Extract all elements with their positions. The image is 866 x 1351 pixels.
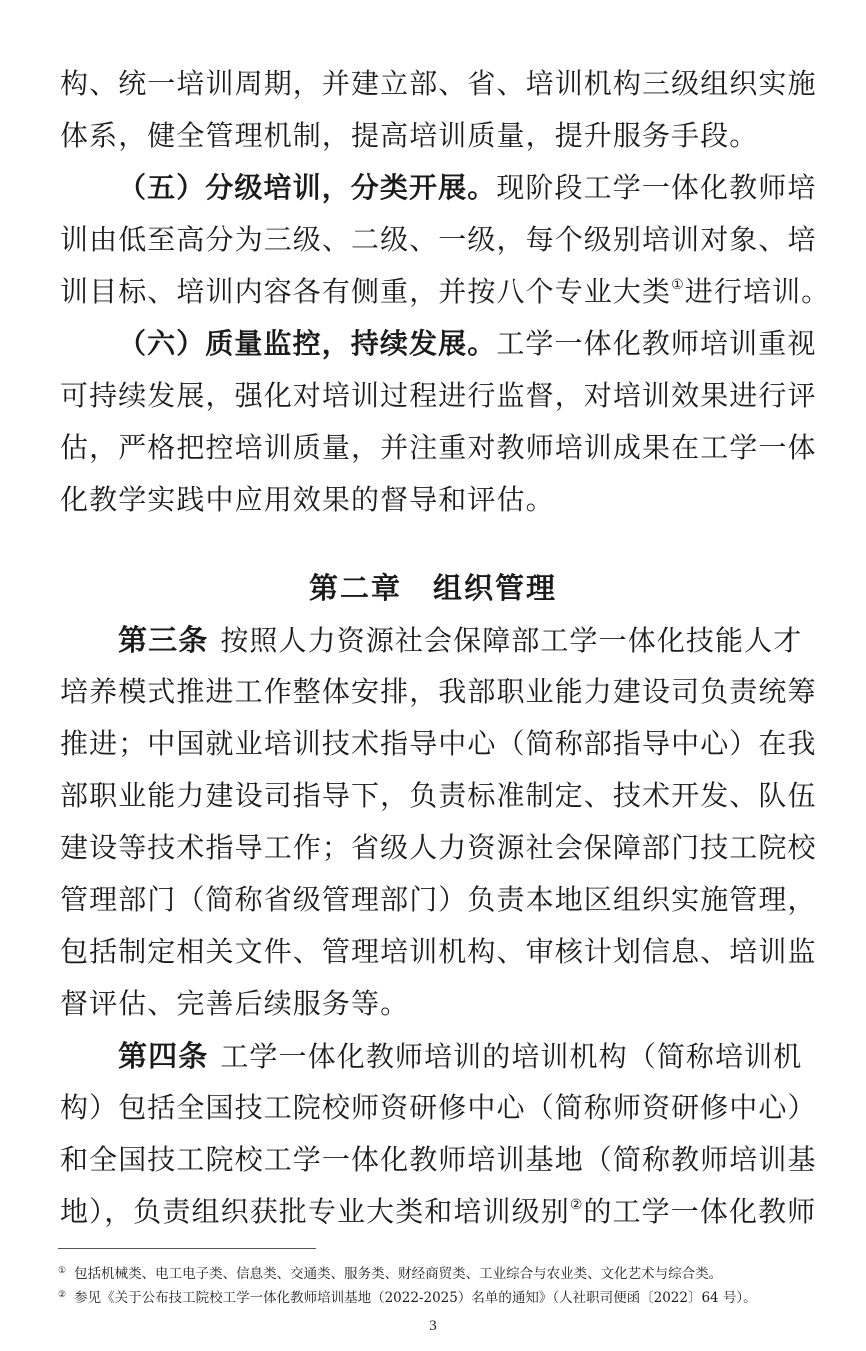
item-5-text: 现阶段工学一体化教师培 (496, 171, 817, 204)
article-4-line-4 (60, 1184, 817, 1240)
item-6-heading: （六）质量监控，持续发展。 (118, 327, 497, 360)
chapter-heading: 第二章 组织管理 (308, 571, 557, 605)
footnote-ref-1: ① (671, 277, 685, 293)
footnote-mark: ② (58, 1290, 67, 1300)
body-line: 体系，健全管理机制，提高培训质量，提升服务手段。 (60, 119, 759, 152)
article-4-text: 的工学一体化教师 (583, 1195, 817, 1228)
article-3-line: 管理部门（简称省级管理部门）负责本地区组织实施管理， (60, 883, 817, 916)
item-5-line-2: 训由低至高分为三级、二级、一级，每个级别培训对象、培 (60, 223, 817, 256)
item-6-line-4: 化教学实践中应用效果的督导和评估。 (60, 483, 555, 516)
article-4-text: 工学一体化教师培训的培训机构（简称培训机 (220, 1040, 803, 1073)
footnote-text: 参见《关于公布技工院校工学一体化教师培训基地（2022-2025）名单的通知》（人社职司便函〔2022〕64 号）。 (74, 1290, 757, 1306)
article-4-line-1 (118, 1028, 810, 1084)
footnote-ref-2: ② (569, 1197, 584, 1213)
page-number: 3 (429, 1318, 437, 1334)
article-4-text: 地），负责组织获批专业大类和培训级别 (60, 1195, 570, 1228)
item-6-line-1 (118, 316, 817, 372)
article-3-line: 建设等技术指导工作；省级人力资源社会保障部门技工院校 (60, 831, 817, 864)
article-3-text: 按照人力资源社会保障部工学一体化技能人才 (220, 624, 803, 657)
footnote-mark: ① (58, 1266, 67, 1276)
item-5-line-1 (118, 160, 817, 216)
article-3-line: 推进；中国就业培训技术指导中心（简称部指导中心）在我 (60, 727, 817, 760)
item-6-line-2: 可持续发展，强化对培训过程进行监督，对培训效果进行评 (60, 379, 817, 412)
footnote-2 (58, 1286, 818, 1310)
body-line: 构、统一培训周期，并建立部、省、培训机构三级组织实施 (60, 67, 817, 100)
item-5-line-3 (60, 264, 831, 320)
footnote-1 (58, 1262, 818, 1286)
item-6-text: 工学一体化教师培训重视 (496, 327, 817, 360)
footnote-divider (58, 1248, 316, 1249)
article-3-heading: 第三条 (118, 623, 209, 657)
article-4-line-3: 和全国技工院校工学一体化教师培训基地（简称教师培训基 (60, 1143, 817, 1176)
article-3-line: 培养模式推进工作整体安排，我部职业能力建设司负责统筹 (60, 675, 817, 708)
article-4-heading: 第四条 (118, 1039, 209, 1073)
article-3-line: 部职业能力建设司指导下，负责标准制定、技术开发、队伍 (60, 779, 817, 812)
item-5-heading: （五）分级培训，分类开展。 (118, 171, 497, 204)
article-4-line-2: 构）包括全国技工院校师资研修中心（简称师资研修中心） (60, 1091, 817, 1124)
item-5-text: 进行培训。 (684, 275, 831, 308)
item-5-text: 训目标、培训内容各有侧重，并按八个专业大类 (60, 275, 672, 308)
article-3-line-1 (118, 612, 810, 668)
item-6-line-3: 估，严格把控培训质量，并注重对教师培训成果在工学一体 (60, 431, 817, 464)
article-3-line: 包括制定相关文件、管理培训机构、审核计划信息、培训监 (60, 935, 817, 968)
article-3-line: 督评估、完善后续服务等。 (60, 987, 410, 1020)
footnote-text: 包括机械类、电工电子类、信息类、交通类、服务类、财经商贸类、工业综合与农业类、文化艺术与综合类。 (74, 1266, 723, 1282)
